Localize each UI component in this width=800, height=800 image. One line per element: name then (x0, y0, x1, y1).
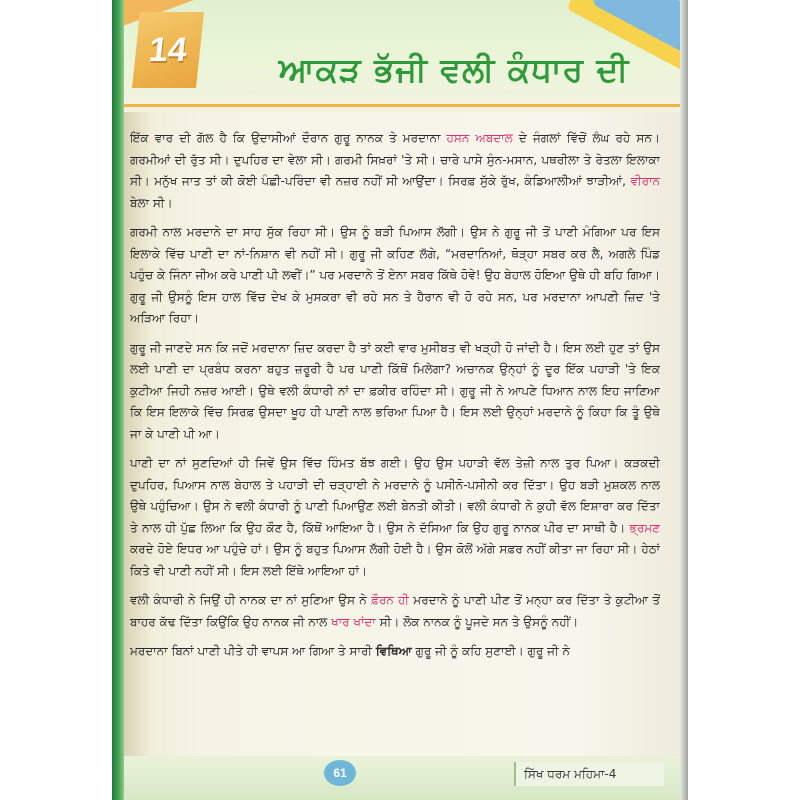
background-right (685, 0, 800, 800)
highlighted-word: ਭ੍ਰਮਣ (629, 520, 660, 535)
text-run: ਪਾਣੀ ਦਾ ਨਾਂ ਸੁਣਦਿਆਂ ਹੀ ਜਿਵੇਂ ਉਸ ਵਿੱਚ ਹਿੰਮਤ ਬੱਝ ਗਈ। ਉਹ ਉਸ ਪਹਾੜੀ ਵੱਲ ਤੇਜ਼ੀ ਨਾਲ ਤੁਰ ਪਿਆ। ਕੜਕਦੀ ਦੁਪਹਿਰ, ਪਿਆਸ ਨਾਲ ਬੇਹਾਲ ਤੇ ਪਹਾੜੀ ਦੀ ਚੜ੍ਹਾਈ ਨੇ ਮਰਦਾਨੇ ਨੂੰ ਪਸੀਨੋ-ਪਸੀਨੀ ਕਰ ਦਿੱਤਾ। ਉਹ ਬੜੀ ਮੁਸ਼ਕਲ ਨਾਲ ਉਥੇ ਪਹੁੰਚਿਆ। ਉਸ ਨੇ ਵਲੀ ਕੰਧਾਰੀ ਨੂੰ ਪਾਣੀ ਪਿਆਉਣ ਲਈ ਬੇਨਤੀ ਕੀਤੀ। ਵਲੀ ਕੰਧਾਰੀ ਨੇ ਕੁਹੀ ਵੱਲ ਇਸ਼ਾਰਾ ਕਰ ਦਿੱਤਾ ਤੇ ਨਾਲ ਹੀ ਪੁੱਛ ਲਿਆ ਕਿ ਉਹ ਕੌਣ ਹੈ, ਕਿੱਥੋਂ ਆਇਆ ਹੈ। ਉਸ ਨੇ ਦੱਸਿਆ ਕਿ ਉਹ ਗੁਰੂ ਨਾਨਕ ਪੀਰ ਦਾ ਸਾਥੀ ਹੈ। (130, 456, 660, 535)
paragraph (130, 453, 660, 582)
chapter-number-badge: 14 (132, 12, 204, 88)
background-left (0, 0, 115, 800)
paragraph (130, 338, 660, 446)
highlighted-word: ਹਸਨ ਅਬਦਾਲ (446, 131, 513, 145)
highlighted-word: ਫ਼ੌਰਨ ਹੀ (370, 593, 410, 607)
chapter-title: ਆਕੜ ਭੱਜੀ ਵਲੀ ਕੰਧਾਰ ਦੀ (278, 50, 630, 89)
text-run: ਗਰਮੀ ਨਾਲ ਮਰਦਾਨੇ ਦਾ ਸਾਹ ਸੁੱਕ ਰਿਹਾ ਸੀ। ਉਸ ਨੂੰ ਬੜੀ ਪਿਆਸ ਲੱਗੀ। ਉਸ ਨੇ ਗੁਰੂ ਜੀ ਤੋਂ ਪਾਣੀ ਮੰਗਿਆ ਪਰ ਇਸ ਇਲਾਕੇ ਵਿੱਚ ਪਾਣੀ ਦਾ ਨਾਂ-ਨਿਸ਼ਾਨ ਵੀ ਨਹੀਂ ਸੀ। ਗੁਰੂ ਜੀ ਕਹਿਣ ਲੱਗੇ, “ਮਰਦਾਨਿਆਂ, ਥੋੜ੍ਹਾ ਸਬਰ ਕਰ ਲੈ, ਅਗਲੇ ਪਿੰਡ ਪਹੁੰਚ ਕੇ ਜਿੰਨਾ ਜੀਅ ਕਰੇ ਪਾਣੀ ਪੀ ਲਵੀਂ।” ਪਰ ਮਰਦਾਨੇ ਤੋਂ ਏਨਾ ਸਬਰ ਕਿੱਥੇ ਹੋਵੇ! ਉਹ ਬੇਹਾਲ ਹੋਇਆ ਉਥੇ ਹੀ ਬਹਿ ਗਿਆ। ਗੁਰੂ ਜੀ ਉਸਨੂੰ ਇਸ ਹਾਲ ਵਿੱਚ ਦੇਖ ਕੇ ਮੁਸਕਰਾ ਵੀ ਰਹੇ ਸਨ ਤੇ ਹੈਰਾਨ ਵੀ ਹੋ ਰਹੇ ਸਨ, ਪਰ ਮਰਦਾਨਾ ਆਪਣੀ ਜ਼ਿਦ 'ਤੇ ਅੜਿਆ ਰਿਹਾ। (130, 225, 660, 325)
text-run: ਗੁਰੂ ਜੀ ਜਾਣਦੇ ਸਨ ਕਿ ਜਦੋਂ ਮਰਦਾਨਾ ਜ਼ਿਦ ਕਰਦਾ ਹੈ ਤਾਂ ਕਈ ਵਾਰ ਮੁਸੀਬਤ ਵੀ ਖੜ੍ਹੀ ਹੋ ਜਾਂਦੀ ਹੈ। ਇਸ ਲਈ ਹੁਣ ਤਾਂ ਉਸ ਲਈ ਪਾਣੀ ਦਾ ਪ੍ਰਬੰਧ ਕਰਨਾ ਬਹੁਤ ਜ਼ਰੂਰੀ ਹੈ ਪਰ ਪਾਣੀ ਕਿੱਥੋਂ ਮਿਲੇਗਾ? ਅਚਾਨਕ ਉਨ੍ਹਾਂ ਨੂੰ ਦੂਰ ਇੱਕ ਪਹਾੜੀ 'ਤੇ ਇਕ ਕੁਟੀਆ ਜਿਹੀ ਨਜ਼ਰ ਆਈ। ਉਥੇ ਵਲੀ ਕੰਧਾਰੀ ਨਾਂ ਦਾ ਫ਼ਕੀਰ ਰਹਿੰਦਾ ਸੀ। ਗੁਰੂ ਜੀ ਨੇ ਆਪਣੇ ਧਿਆਨ ਨਾਲ ਇਹ ਜਾਣਿਆ ਕਿ ਇਸ ਇਲਾਕੇ ਵਿੱਚ ਸਿਰਫ਼ ਉਸਦਾ ਖੂਹ ਹੀ ਪਾਣੀ ਨਾਲ ਭਰਿਆ ਪਿਆ ਹੈ। ਇਸ ਲਈ ਉਨ੍ਹਾਂ ਮਰਦਾਨੇ ਨੂੰ ਕਿਹਾ ਕਿ ਤੂੰ ਉਥੇ ਜਾ ਕੇ ਪਾਣੀ ਪੀ ਆ। (130, 340, 660, 441)
story-body (130, 128, 660, 738)
paragraph (130, 590, 660, 633)
paragraph (130, 222, 660, 330)
paragraph (130, 128, 660, 214)
highlighted-word: ਖਾਰ ਖਾਂਦਾ (331, 614, 376, 629)
page-edge-shadow (680, 0, 688, 800)
paragraph (130, 641, 660, 663)
text-run: ਬੇਲਾ ਸੀ। (130, 195, 173, 210)
book-page (124, 0, 684, 800)
page-number: 61 (324, 760, 356, 786)
text-run: ਇੱਕ ਵਾਰ ਦੀ ਗੱਲ ਹੈ ਕਿ ਉਦਾਸੀਆਂ ਦੌਰਾਨ ਗੁਰੂ ਨਾਨਕ ਤੇ ਮਰਦਾਨਾ (130, 131, 447, 145)
footer-book-title: ਸਿੱਖ ਧਰਮ ਮਹਿਮਾ-4 (514, 762, 664, 786)
text-run: ਗੁਰੂ ਜੀ ਨੂੰ ਕਹਿ ਸੁਣਾਈ। ਗੁਰੂ ਜੀ ਨੇ (411, 644, 570, 658)
text-run: ਮਰਦਾਨਾ ਬਿਨਾਂ ਪਾਣੀ ਪੀਤੇ ਹੀ ਵਾਪਸ ਆ ਗਿਆ ਤੇ ਸਾਰੀ (130, 644, 376, 658)
highlighted-word: ਵੀਰਾਨ (630, 174, 660, 188)
bold-word: ਵਿਥਿਆ (375, 644, 412, 658)
text-run: ਕਰਦੇ ਹੋਏ ਇਧਰ ਆ ਪਹੁੰਚੇ ਹਾਂ। ਉਸ ਨੂੰ ਬਹੁਤ ਪਿਆਸ ਲੱਗੀ ਹੋਈ ਹੈ। ਉਸ ਕੋਲੋਂ ਅੱਗੇ ਸਫ਼ਰ ਨਹੀਂ ਕੀਤਾ ਜਾ ਰਿਹਾ ਸੀ। ਹੇਠਾਂ ਕਿਤੇ ਵੀ ਪਾਣੀ ਨਹੀਂ ਸੀ। ਇਸ ਲਈ ਇੱਥੇ ਆਇਆ ਹਾਂ। (130, 542, 660, 578)
text-run: ਮਰਦਾਨੇ ਨੂੰ ਪਾਣੀ ਪੀਣ ਤੋਂ ਮਨ੍ਹਾ ਕਰ ਦਿੱਤਾ ਤੇ ਕੁਟੀਆ ਤੋਂ ਬਾਹਰ ਕੱਢ ਦਿੱਤਾ ਕਿਉਂਕਿ ਉਹ ਨਾਨਕ ਜੀ ਨਾਲ (130, 593, 660, 629)
text-run: ਸੀ। ਲੋਕ ਨਾਨਕ ਨੂੰ ਪੂਜਦੇ ਸਨ ਤੇ ਉਸਨੂੰ ਨਹੀਂ। (375, 614, 579, 629)
title-divider (124, 104, 684, 107)
text-run: ਦੇ ਜੰਗਲਾਂ ਵਿੱਚੋਂ ਲੰਘ ਰਹੇ ਸਨ। ਗਰਮੀਆਂ ਦੀ ਰੁੱਤ ਸੀ। ਦੁਪਹਿਰ ਦਾ ਵੇਲਾ ਸੀ। ਗਰਮੀ ਸਿਖ਼ਰਾਂ 'ਤੇ ਸੀ। ਚਾਰੇ ਪਾਸੇ ਸੁੰਨ-ਮਸਾਨ, ਪਥਰੀਲਾ ਤੇ ਰੇਤਲਾ ਇਲਾਕਾ ਸੀ। ਮਨੁੱਖ ਜਾਤ ਤਾਂ ਕੀ ਕੋਈ ਪੰਛੀ-ਪਰਿੰਦਾ ਵੀ ਨਜ਼ਰ ਨਹੀਂ ਸੀ ਆਉਂਦਾ। ਸਿਰਫ਼ ਸੁੱਕੇ ਰੁੱਖ, ਕੰਡਿਆਲੀਆਂ ਝਾੜੀਆਂ, (130, 131, 660, 188)
text-run: ਵਲੀ ਕੰਧਾਰੀ ਨੇ ਜਿਉਂ ਹੀ ਨਾਨਕ ਦਾ ਨਾਂ ਸੁਣਿਆ ਉਸ ਨੇ (130, 593, 371, 607)
